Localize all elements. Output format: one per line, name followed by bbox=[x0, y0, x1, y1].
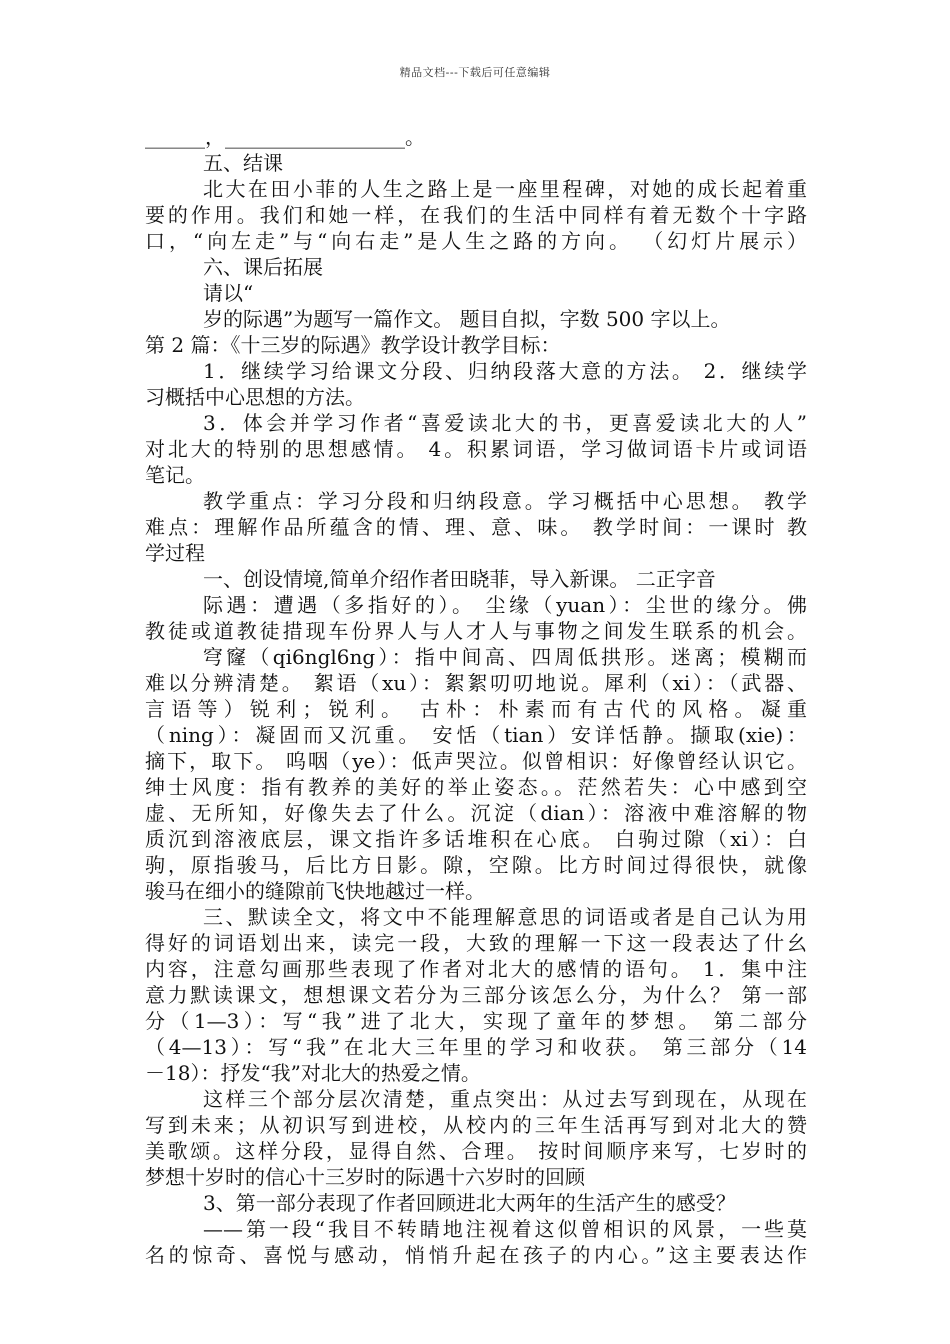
text-line: 一、创设情境,简单介绍作者田晓菲，导入新课。 二正字音 bbox=[203, 567, 716, 591]
section-heading-extension: 六、课后拓展 bbox=[203, 255, 323, 279]
text-line: 绅士风度：指有教养的美好的举止姿态。。茫然若失：心中感到空 bbox=[145, 775, 807, 799]
text-line: 名的惊奇、喜悦与感动，悄悄升起在孩子的内心。”这主要表达作 bbox=[145, 1243, 807, 1267]
text-line: 北大在田小菲的人生之路上是一座里程碑，对她的成长起着重 bbox=[203, 177, 807, 201]
text-line: 岁的际遇”为题写一篇作文。 题目自拟，字数 500 字以上。 bbox=[203, 307, 731, 331]
text-line: 教学重点：学习分段和归纳段意。学习概括中心思想。 教学 bbox=[203, 489, 807, 513]
text-line: 美歌颂。这样分段，显得自然、合理。 按时间顺序来写，七岁时的 bbox=[145, 1139, 807, 1163]
text-line: 难以分辨清楚。 絮语（xu）：絮絮叨叨地说。犀利（xi）：（武器、 bbox=[145, 671, 807, 695]
article-title: 第 2 篇：《十三岁的际遇》教学设计教学目标： bbox=[145, 333, 561, 357]
text-line: 3、第一部分表现了作者回顾进北大两年的生活产生的感受？ bbox=[203, 1191, 736, 1215]
section-heading-conclusion: 五、结课 bbox=[203, 151, 283, 175]
text-line: ______，__________________。 bbox=[145, 125, 425, 149]
text-line: 摘下，取下。 呜咽（ye）：低声哭泣。似曾相识：好像曾经认识它。 bbox=[145, 749, 807, 773]
text-line: 要的作用。我们和她一样，在我们的生活中同样有着无数个十字路 bbox=[145, 203, 807, 227]
text-line: 虚、无所知，好像失去了什么。沉淀（dian）：溶液中难溶解的物 bbox=[145, 801, 807, 825]
text-line: 口，“向左走”与“向右走”是人生之路的方向。 （幻灯片展示） bbox=[145, 229, 807, 253]
text-line: 这样三个部分层次清楚，重点突出：从过去写到现在，从现在 bbox=[203, 1087, 807, 1111]
text-line: 驹，原指骏马，后比方日影。隙，空隙。比方时间过得很快，就像 bbox=[145, 853, 807, 877]
text-line: ——第一段“我目不转睛地注视着这似曾相识的风景，一些莫 bbox=[203, 1217, 807, 1241]
text-line: 质沉到溶液底层，课文指许多话堆积在心底。 白驹过隙（xi）：白 bbox=[145, 827, 807, 851]
text-line: 写到未来；从初识写到进校，从校内的三年生活再写到对北大的赞 bbox=[145, 1113, 807, 1137]
text-line: 习概括中心思想的方法。 bbox=[145, 385, 365, 409]
text-line: 分（1—3）：写“我”进了北大，实现了童年的梦想。 第二部分 bbox=[145, 1009, 807, 1033]
text-line: （ning）：凝固而又沉重。 安恬（tian）安详恬静。撷取(xie)： bbox=[145, 723, 807, 747]
text-line: 穹窿（qi6ngl6ng）：指中间高、四周低拱形。迷离；模糊而 bbox=[203, 645, 807, 669]
text-line: 学过程 bbox=[145, 541, 205, 565]
text-line: 梦想十岁时的信心十三岁时的际遇十六岁时的回顾 bbox=[145, 1165, 585, 1189]
text-line: 难点：理解作品所蕴含的情、理、意、味。 教学时间：一课时 教 bbox=[145, 515, 807, 539]
text-line: 笔记。 bbox=[145, 463, 205, 487]
text-line: 1．继续学习给课文分段、归纳段落大意的方法。 2．继续学 bbox=[203, 359, 807, 383]
text-line: 意力默读课文，想想课文若分为三部分该怎么分，为什么？ 第一部 bbox=[145, 983, 807, 1007]
text-line: （4—13）：写“我”在北大三年里的学习和收获。 第三部分（14 bbox=[145, 1035, 807, 1059]
text-line: －18）：抒发“我”对北大的热爱之情。 bbox=[145, 1061, 481, 1085]
text-line: 请以“ bbox=[203, 281, 254, 305]
text-line: 对北大的特别的思想感情。 4。积累词语，学习做词语卡片或词语 bbox=[145, 437, 807, 461]
text-line: 内容，注意勾画那些表现了作者对北大的感情的语句。 1．集中注 bbox=[145, 957, 807, 981]
text-line: 骏马在细小的缝隙前飞快地越过一样。 bbox=[145, 879, 485, 903]
document-body bbox=[145, 124, 807, 1268]
text-line: 教徒或道教徒措现车份界人与人才人与事物之间发生联系的机会。 bbox=[145, 619, 807, 643]
text-line: 3．体会并学习作者“喜爱读北大的书，更喜爱读北大的人” bbox=[203, 411, 807, 435]
page-header: 精品文档---下载后可任意编辑 bbox=[399, 66, 551, 79]
text-line: 际遇：遭遇（多指好的）。 尘缘（yuan）：尘世的缘分。佛 bbox=[203, 593, 807, 617]
text-line: 三、默读全文，将文中不能理解意思的词语或者是自己认为用 bbox=[203, 905, 807, 929]
text-line: 得好的词语划出来，读完一段，大致的理解一下这一段表达了什幺 bbox=[145, 931, 807, 955]
text-line: 言语等）锐利；锐利。 古朴：朴素而有古代的风格。凝重 bbox=[145, 697, 807, 721]
